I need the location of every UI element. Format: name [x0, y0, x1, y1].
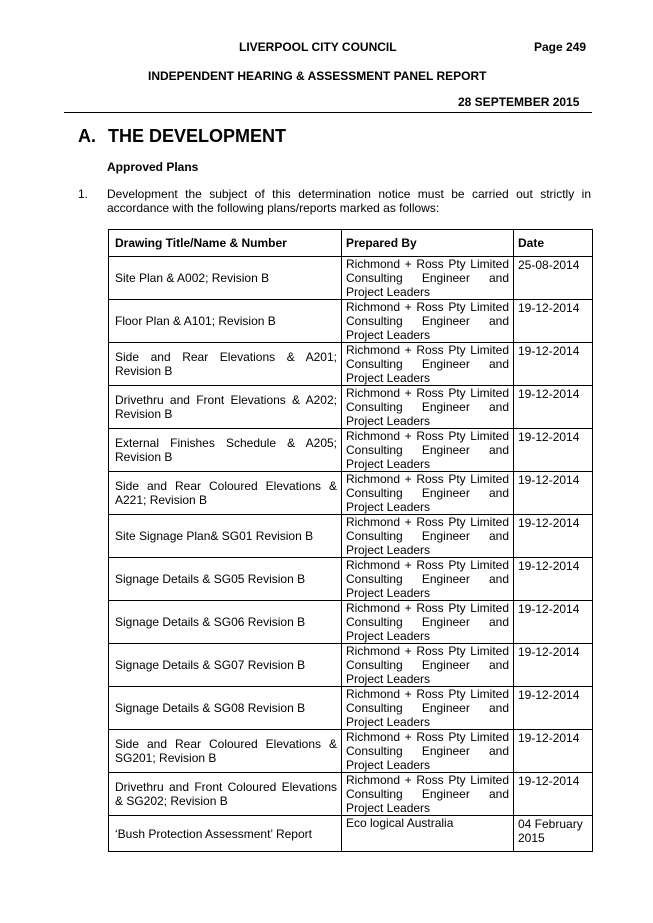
header-rule [64, 112, 592, 113]
date-cell: 19-12-2014 [514, 386, 593, 429]
date-cell: 19-12-2014 [514, 773, 593, 816]
drawing-title-cell: External Finishes Schedule & A205; Revision B [109, 429, 342, 472]
table-row [109, 386, 593, 429]
table-row [109, 601, 593, 644]
prepared-by-cell: Richmond + Ross Pty Limited Consulting Engineer and Project Leaders [342, 601, 514, 644]
table-row [109, 687, 593, 730]
drawing-title-cell: Side and Rear Coloured Elevations & A221; Revision B [109, 472, 342, 515]
section-title: THE DEVELOPMENT [108, 126, 287, 146]
prepared-by-cell: Richmond + Ross Pty Limited Consulting Engineer and Project Leaders [342, 730, 514, 773]
drawing-title-cell: Floor Plan & A101; Revision B [109, 300, 342, 343]
date-cell: 19-12-2014 [514, 343, 593, 386]
report-date: 28 SEPTEMBER 2015 [458, 95, 580, 109]
table-row [109, 558, 593, 601]
prepared-by-cell: Richmond + Ross Pty Limited Consulting Engineer and Project Leaders [342, 300, 514, 343]
table-row [109, 730, 593, 773]
date-cell: 19-12-2014 [514, 601, 593, 644]
prepared-by-cell: Richmond + Ross Pty Limited Consulting Engineer and Project Leaders [342, 343, 514, 386]
section-heading [78, 126, 286, 147]
table-row [109, 429, 593, 472]
prepared-by-cell: Richmond + Ross Pty Limited Consulting Engineer and Project Leaders [342, 429, 514, 472]
date-cell: 19-12-2014 [514, 300, 593, 343]
drawing-title-cell: Signage Details & SG06 Revision B [109, 601, 342, 644]
table-row [109, 515, 593, 558]
date-cell: 19-12-2014 [514, 644, 593, 687]
drawing-title-cell: Drivethru and Front Coloured Elevations & SG202; Revision B [109, 773, 342, 816]
drawing-title-cell: Side and Rear Coloured Elevations & SG201; Revision B [109, 730, 342, 773]
section-letter: A. [78, 126, 96, 146]
table-row [109, 472, 593, 515]
table-row [109, 816, 593, 852]
date-cell: 19-12-2014 [514, 472, 593, 515]
drawing-title-cell: ‘Bush Protection Assessment’ Report [109, 816, 342, 852]
table-row [109, 300, 593, 343]
column-header: Prepared By [342, 230, 514, 257]
prepared-by-cell: Eco logical Australia [342, 816, 514, 852]
table-header-row [109, 230, 593, 257]
date-cell: 04 February 2015 [514, 816, 593, 852]
report-title: INDEPENDENT HEARING & ASSESSMENT PANEL REPORT [148, 69, 487, 83]
prepared-by-cell: Richmond + Ross Pty Limited Consulting Engineer and Project Leaders [342, 515, 514, 558]
date-cell: 19-12-2014 [514, 558, 593, 601]
date-cell: 19-12-2014 [514, 429, 593, 472]
table-body [109, 257, 593, 852]
drawing-title-cell: Signage Details & SG08 Revision B [109, 687, 342, 730]
council-name: LIVERPOOL CITY COUNCIL [239, 40, 397, 54]
condition-text: Development the subject of this determination notice must be carried out strictly in accordance with the following plans/reports marked as follows: [107, 187, 591, 215]
table-row [109, 343, 593, 386]
prepared-by-cell: Richmond + Ross Pty Limited Consulting Engineer and Project Leaders [342, 386, 514, 429]
plans-table [108, 229, 593, 852]
prepared-by-cell: Richmond + Ross Pty Limited Consulting Engineer and Project Leaders [342, 687, 514, 730]
date-cell: 19-12-2014 [514, 730, 593, 773]
date-cell: 19-12-2014 [514, 687, 593, 730]
date-cell: 19-12-2014 [514, 515, 593, 558]
table-row [109, 773, 593, 816]
table-row [109, 644, 593, 687]
drawing-title-cell: Signage Details & SG05 Revision B [109, 558, 342, 601]
prepared-by-cell: Richmond + Ross Pty Limited Consulting Engineer and Project Leaders [342, 472, 514, 515]
subheading: Approved Plans [107, 160, 199, 174]
condition-number: 1. [78, 187, 89, 201]
table-row [109, 257, 593, 300]
prepared-by-cell: Richmond + Ross Pty Limited Consulting Engineer and Project Leaders [342, 773, 514, 816]
drawing-title-cell: Site Plan & A002; Revision B [109, 257, 342, 300]
prepared-by-cell: Richmond + Ross Pty Limited Consulting Engineer and Project Leaders [342, 558, 514, 601]
prepared-by-cell: Richmond + Ross Pty Limited Consulting Engineer and Project Leaders [342, 644, 514, 687]
page-number: Page 249 [534, 40, 587, 54]
column-header: Drawing Title/Name & Number [109, 230, 342, 257]
date-cell: 25-08-2014 [514, 257, 593, 300]
prepared-by-cell: Richmond + Ross Pty Limited Consulting Engineer and Project Leaders [342, 257, 514, 300]
drawing-title-cell: Side and Rear Elevations & A201; Revision B [109, 343, 342, 386]
column-header: Date [514, 230, 593, 257]
drawing-title-cell: Site Signage Plan& SG01 Revision B [109, 515, 342, 558]
drawing-title-cell: Drivethru and Front Elevations & A202; Revision B [109, 386, 342, 429]
drawing-title-cell: Signage Details & SG07 Revision B [109, 644, 342, 687]
